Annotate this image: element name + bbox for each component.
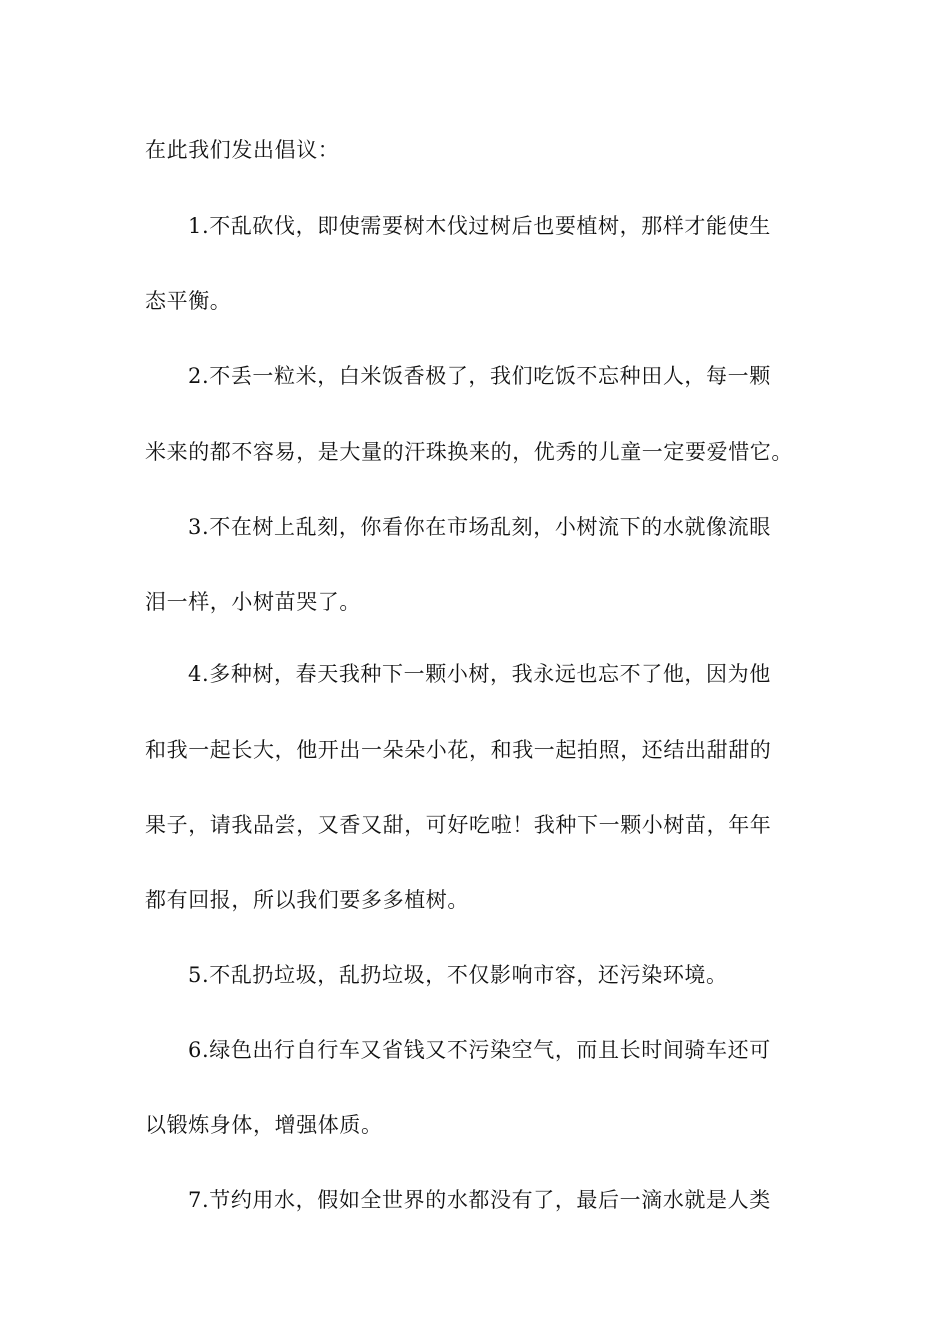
item-7-line-1: 7.节约用水，假如全世界的水都没有了，最后一滴水就是人类 — [188, 1188, 771, 1212]
item-2-line-2: 米来的都不容易，是大量的汗珠换来的，优秀的儿童一定要爱惜它。 — [145, 440, 793, 464]
item-4-line-3: 果子，请我品尝，又香又甜，可好吃啦！我种下一颗小树苗，年年 — [145, 813, 772, 837]
item-2-line-1: 2.不丢一粒米，白米饭香极了，我们吃饭不忘种田人，每一颗 — [188, 364, 771, 388]
item-1-line-2: 态平衡。 — [145, 289, 232, 313]
item-1-line-1: 1.不乱砍伐，即使需要树木伐过树后也要植树，那样才能使生 — [188, 214, 771, 238]
item-3-line-2: 泪一样，小树苗哭了。 — [145, 590, 361, 614]
item-6-line-1: 6.绿色出行自行车又省钱又不污染空气，而且长时间骑车还可 — [188, 1038, 771, 1062]
item-4-line-4: 都有回报，所以我们要多多植树。 — [145, 888, 469, 912]
intro-line: 在此我们发出倡议： — [145, 138, 340, 162]
item-4-line-1: 4.多种树，春天我种下一颗小树，我永远也忘不了他，因为他 — [188, 662, 771, 686]
item-3-line-1: 3.不在树上乱刻，你看你在市场乱刻，小树流下的水就像流眼 — [188, 515, 771, 539]
item-6-line-2: 以锻炼身体，增强体质。 — [145, 1113, 383, 1137]
item-4-line-2: 和我一起长大，他开出一朵朵小花，和我一起拍照，还结出甜甜的 — [145, 738, 772, 762]
item-5-line-1: 5.不乱扔垃圾，乱扔垃圾，不仅影响市容，还污染环境。 — [188, 963, 728, 987]
